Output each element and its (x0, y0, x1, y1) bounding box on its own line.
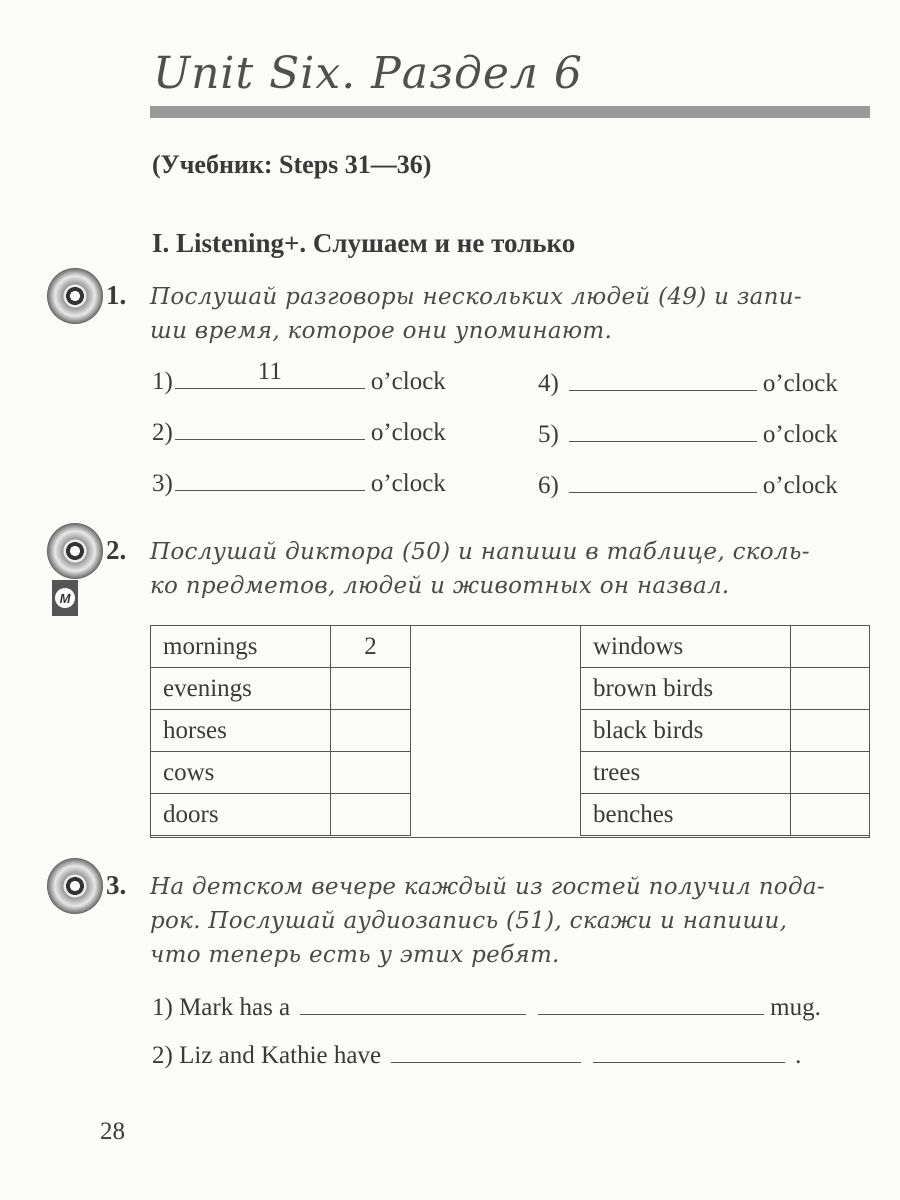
table-row (581, 668, 870, 710)
badge-letter: M (55, 588, 75, 608)
answer-row (538, 421, 838, 449)
unit-title: Unit Six. Раздел 6 (153, 48, 583, 99)
word-cell: benches (581, 794, 791, 836)
answer-blank[interactable] (300, 1013, 526, 1015)
item-label: 6) (538, 472, 559, 499)
answer-blank[interactable] (569, 440, 757, 442)
instruction-line: ши время, которое они упоминают. (150, 318, 613, 344)
count-cell[interactable] (331, 794, 411, 836)
table-row (581, 794, 870, 836)
item-prefix: 1) Mark has a (152, 994, 291, 1021)
word-cell: brown birds (581, 668, 791, 710)
section-heading: I. Listening+. Слушаем и не только (152, 228, 576, 258)
instruction-line: рок. Послушай аудиозапись (51), скажи и напиши, (150, 908, 788, 934)
item-label: 4) (538, 370, 559, 397)
exercise-number: 2. (106, 535, 127, 565)
word-cell: trees (581, 752, 791, 794)
count-cell[interactable] (791, 710, 870, 752)
count-table-left (150, 625, 411, 836)
answer-row (152, 358, 446, 396)
table-row (581, 752, 870, 794)
table-row (151, 794, 411, 836)
item-suffix: o’clock (370, 419, 446, 446)
count-cell[interactable] (791, 794, 870, 836)
answer-blank[interactable] (391, 1061, 581, 1063)
exercise-number: 3. (106, 870, 127, 900)
count-table-right (580, 625, 870, 836)
word-cell: black birds (581, 710, 791, 752)
word-cell: evenings (151, 668, 331, 710)
count-cell[interactable]: 2 (331, 626, 411, 668)
word-cell: windows (581, 626, 791, 668)
audio-cd-icon[interactable] (47, 858, 103, 914)
instruction-line: что теперь есть у этих ребят. (150, 942, 560, 968)
page-number: 28 (100, 1118, 125, 1145)
table-row (581, 710, 870, 752)
item-label: 1) (152, 368, 173, 395)
count-cell[interactable] (331, 752, 411, 794)
answer-row (152, 994, 821, 1022)
item-label: 2) (152, 419, 173, 446)
answer-row (152, 1042, 801, 1070)
answer-blank[interactable] (569, 389, 757, 391)
item-label: 5) (538, 421, 559, 448)
instruction-line: ко предметов, людей и животных он назвал. (150, 573, 730, 599)
exercise-instruction (150, 280, 802, 348)
instruction-line: Послушай разговоры нескольких людей (49) и запи- (150, 284, 802, 310)
item-suffix: o’clock (762, 472, 838, 499)
instruction-line: Послушай диктора (50) и напиши в таблице, сколь- (150, 539, 810, 565)
m-badge-icon (52, 580, 78, 616)
item-suffix: o’clock (762, 370, 838, 397)
item-suffix: o’clock (370, 470, 446, 497)
exercise-number: 1. (106, 280, 127, 310)
item-suffix: mug. (770, 994, 821, 1021)
count-cell[interactable] (791, 668, 870, 710)
instruction-line: На детском вечере каждый из гостей получил пода- (150, 874, 825, 900)
table-row (151, 626, 411, 668)
table-row (151, 668, 411, 710)
count-cell[interactable] (331, 668, 411, 710)
textbook-reference: (Учебник: Steps 31—36) (152, 150, 432, 179)
count-cell[interactable] (791, 752, 870, 794)
audio-cd-icon[interactable] (47, 268, 103, 324)
item-prefix: 2) Liz and Kathie have (152, 1042, 382, 1069)
count-cell[interactable] (331, 710, 411, 752)
answer-blank[interactable] (175, 438, 365, 440)
word-cell: cows (151, 752, 331, 794)
table-row (151, 752, 411, 794)
answer-blank[interactable] (569, 491, 757, 493)
word-cell: horses (151, 710, 331, 752)
exercise-instruction (150, 535, 810, 603)
answer-blank[interactable] (538, 1013, 764, 1015)
audio-cd-icon[interactable] (47, 523, 103, 579)
word-cell: doors (151, 794, 331, 836)
answer-row (152, 419, 446, 447)
table-row (151, 710, 411, 752)
title-underline-bar (150, 106, 870, 118)
word-cell: mornings (151, 626, 331, 668)
item-suffix: . (795, 1042, 802, 1069)
answer-row (152, 470, 446, 498)
item-suffix: o’clock (370, 368, 446, 395)
answer-blank[interactable] (175, 489, 365, 491)
item-suffix: o’clock (762, 421, 838, 448)
count-cell[interactable] (791, 626, 870, 668)
answer-blank[interactable] (175, 358, 365, 389)
answer-blank[interactable] (593, 1061, 785, 1063)
table-row (581, 626, 870, 668)
answer-text: 11 (257, 358, 282, 385)
item-label: 3) (152, 470, 173, 497)
answer-row (538, 472, 838, 500)
exercise-instruction (150, 870, 825, 972)
answer-row (538, 370, 838, 398)
